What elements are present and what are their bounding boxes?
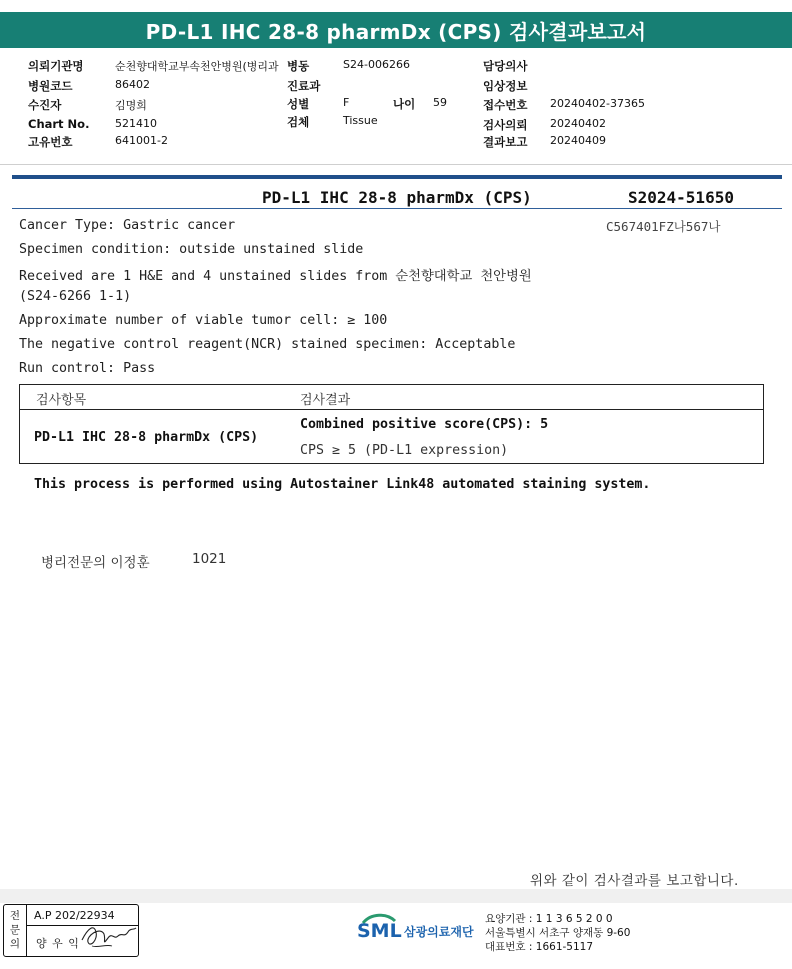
value-age: 59 xyxy=(433,96,447,109)
value-patient: 김명희 xyxy=(115,99,147,112)
value-institution: 순천향대학교부속천안병원(병리과 xyxy=(115,60,279,73)
label-request-date: 검사의뢰 xyxy=(483,118,528,132)
table-item-name: PD-L1 IHC 28-8 pharmDx (CPS) xyxy=(34,430,259,445)
label-sex: 성별 xyxy=(287,97,310,111)
run-control-line: Run control: Pass xyxy=(19,361,156,376)
org-info-address: 서울특별시 서초구 양재동 9-60 xyxy=(485,927,631,939)
label-patient: 수진자 xyxy=(28,98,62,112)
stamp-doctor-name: 양 우 익 xyxy=(36,937,80,950)
label-clinical-info: 임상정보 xyxy=(483,79,528,93)
pathologist-name: 병리전문의 이정훈 xyxy=(41,555,150,571)
value-chart-no: 521410 xyxy=(115,117,157,130)
result-table-header-rule xyxy=(20,409,763,410)
value-specimen: Tissue xyxy=(343,114,378,127)
label-institution: 의뢰기관명 xyxy=(28,59,84,73)
value-receipt-no: 20240402-37365 xyxy=(550,97,645,110)
report-code: C567401FZ나567나 xyxy=(606,219,721,234)
ncr-line: The negative control reagent(NCR) stained specimen: Acceptable xyxy=(19,337,516,352)
header-divider xyxy=(0,164,792,165)
report-title-bar xyxy=(0,12,792,48)
value-request-date: 20240402 xyxy=(550,117,606,130)
test-name-heading: PD-L1 IHC 28-8 pharmDx (CPS) xyxy=(262,188,532,207)
label-receipt-no: 접수번호 xyxy=(483,98,528,112)
label-department: 진료과 xyxy=(287,79,321,93)
logo-text: SML xyxy=(357,920,402,942)
handwritten-signature xyxy=(78,918,138,954)
label-chart-no: Chart No. xyxy=(28,117,90,131)
label-age: 나이 xyxy=(393,97,416,111)
table-result-interpretation: CPS ≥ 5 (PD-L1 expression) xyxy=(300,443,509,458)
value-sex: F xyxy=(343,96,350,109)
value-unique-no: 641001-2 xyxy=(115,134,168,147)
tumor-cell-line: Approximate number of viable tumor cell: ≥ 100 xyxy=(19,313,388,328)
footer-band xyxy=(0,889,792,903)
cancer-type-line: Cancer Type: Gastric cancer xyxy=(19,218,236,233)
org-info-phone: 대표번호 : 1661-5117 xyxy=(485,941,594,953)
org-info xyxy=(485,912,630,954)
stamp-license-code: A.P 202/22934 xyxy=(34,909,115,922)
table-header-result: 검사결과 xyxy=(300,393,351,408)
value-report-date: 20240409 xyxy=(550,134,606,147)
value-ward: S24-006266 xyxy=(343,58,410,71)
label-specimen: 검체 xyxy=(287,115,310,129)
report-number: S2024-51650 xyxy=(628,188,734,207)
pathologist-id: 1021 xyxy=(192,551,227,567)
stamp-vertical-divider xyxy=(26,905,27,956)
org-name: 삼광의료재단 xyxy=(404,925,474,939)
stamp-side-label: 전 문 의 xyxy=(9,910,21,950)
closing-statement: 위와 같이 검사결과를 보고합니다. xyxy=(530,873,739,889)
specimen-condition-line: Specimen condition: outside unstained slide xyxy=(19,242,364,257)
report-title-rule xyxy=(12,208,782,209)
report-title: PD-L1 IHC 28-8 pharmDx (CPS) 검사결과보고서 xyxy=(145,19,647,44)
table-result-cps: Combined positive score(CPS): 5 xyxy=(300,417,549,432)
specimen-id-line: (S24-6266 1-1) xyxy=(19,289,132,304)
process-note: This process is performed using Autostainer Link48 automated staining system. xyxy=(34,477,651,492)
report-top-rule xyxy=(12,175,782,179)
label-hospital-code: 병원코드 xyxy=(28,79,73,93)
label-doctor: 담당의사 xyxy=(483,59,528,73)
sml-logo xyxy=(357,911,401,947)
label-unique-no: 고유번호 xyxy=(28,135,73,149)
org-info-institution-no: 요양기관 : 1 1 3 6 5 2 0 0 xyxy=(485,913,613,925)
table-header-item: 검사항목 xyxy=(36,393,87,408)
label-report-date: 결과보고 xyxy=(483,135,528,149)
label-ward: 병동 xyxy=(287,59,310,73)
value-hospital-code: 86402 xyxy=(115,78,150,91)
received-slides-line: Received are 1 H&E and 4 unstained slides from 순천향대학교 천안병원 xyxy=(19,269,532,284)
